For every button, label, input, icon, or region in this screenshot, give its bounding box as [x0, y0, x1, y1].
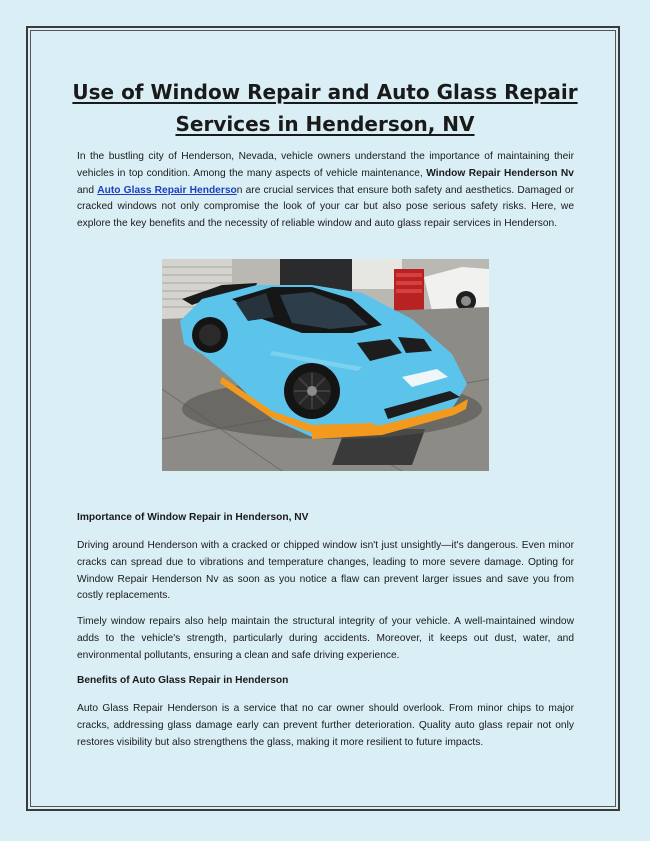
section-heading-window-repair: Importance of Window Repair in Henderson, NV: [77, 512, 309, 523]
intro-text-a: In the bustling city of Henderson, Nevada, vehicle owners understand the importance of maintaining their vehicles in top condition. Among the many aspects of vehicle maintenance,: [77, 151, 574, 179]
car-illustration: [162, 259, 489, 471]
auto-glass-paragraph-1: Auto Glass Repair Henderson is a service that no car owner should overlook. From minor chips to major cracks, addressing glass damage early can prevent further deterioration. Quality auto glass repair not only restores visibility but also strengthens the glass, making it more resilient to future impacts.: [77, 703, 574, 748]
window-repair-paragraph-1: Driving around Henderson with a cracked or chipped window isn't just unsightly—it's dangerous. Even minor cracks can spread due to vibrations and temperature changes, leading to more severe damage. Opting for Window Repair Henderson Nv as soon as you notice a flaw can prevent larger issues and save you from costly replacements.: [77, 540, 574, 602]
section-heading-auto-glass: Benefits of Auto Glass Repair in Henderson: [77, 675, 289, 686]
window-repair-paragraph-2: Timely window repairs also help maintain the structural integrity of your vehicle. A well-maintained window adds to the vehicle's strength, particularly during accidents. Moreover, it keeps out dust, water, and environmental pollutants, ensuring a clean and safe driving experience.: [77, 616, 574, 661]
auto-glass-repair-link[interactable]: Auto Glass Repair Henderso: [97, 184, 237, 196]
title-line-2: Services in Henderson, NV: [175, 112, 475, 136]
intro-text-b: and: [77, 184, 98, 196]
car-photo: [162, 259, 489, 471]
title-line-1: Use of Window Repair and Auto Glass Repair: [72, 80, 578, 104]
intro-text-c: n are crucial services that ensure both safety and aesthetics. Damaged or cracked windows not only compromise the look of your car but also pose serious safety risks. Here, we explore the key benefits and the necessity of reliable window and auto glass repair services in Henderson.: [77, 184, 574, 230]
intro-paragraph: [77, 149, 574, 233]
intro-bold-keyword: Window Repair Henderson Nv: [426, 167, 574, 179]
page-title: [60, 76, 590, 140]
